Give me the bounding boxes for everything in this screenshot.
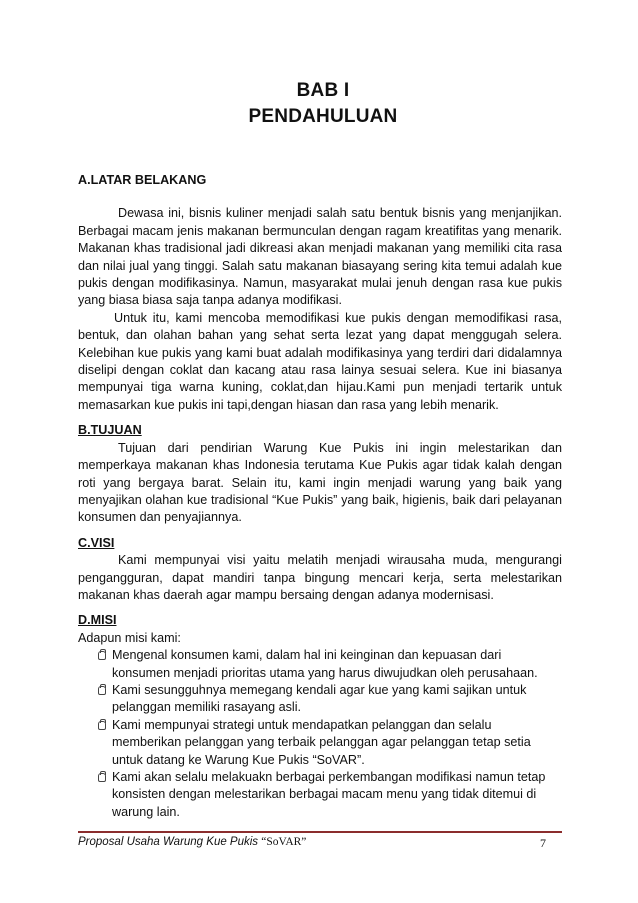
bag-bullet-icon xyxy=(98,651,106,660)
section-heading-misi: D.MISI xyxy=(78,613,117,628)
section-heading-latar-belakang: A.LATAR BELAKANG xyxy=(78,173,207,187)
bag-bullet-icon xyxy=(98,686,106,695)
list-item: Kami mempunyai strategi untuk mendapatkan pelanggan dan selalu memberikan pelanggan yang terbaik pelanggan agar pelanggan tetap setia untuk datang ke Warung Kue Pukis “SoVAR”. xyxy=(78,717,562,769)
paragraph-visi: Kami mempunyai visi yaitu melatih menjadi wirausaha muda, mengurangi pengangguran, dapat mandiri tanpa bingung mencari kerja, serta melestarikan makanan khas daerah agar mampu bersaing dengan adanya modernisasi. xyxy=(78,553,562,602)
footer-text: Proposal Usaha Warung Kue Pukis “SoVAR” xyxy=(78,836,307,848)
paragraph-tujuan: Tujuan dari pendirian Warung Kue Pukis ini ingin melestarikan dan memperkaya makanan khas Indonesia terutama Kue Pukis agar tidak kalah dengan roti yang bergaya barat. Selain itu, kami ingin menjadi warung yang baik yang menyajikan olahan kue tradisional “Kue Pukis” yang baik, higienis, baik dari pelayanan konsumen dan penyajiannya. xyxy=(78,440,562,525)
list-item: Mengenal konsumen kami, dalam hal ini keinginan dan kepuasan dari konsumen menjadi prioritas utama yang harus diwujudkan oleh perusahaan. xyxy=(78,647,562,682)
footer-divider xyxy=(78,831,562,833)
chapter-number: BAB I xyxy=(296,80,350,101)
section-heading-visi: C.VISI xyxy=(78,535,115,550)
misi-intro: Adapun misi kami: xyxy=(78,630,181,645)
paragraph-latar-belakang-1: Dewasa ini, bisnis kuliner menjadi salah satu bentuk bisnis yang menjanjikan. Berbagai macam jenis makanan bermunculan dengan ragam kreatifitas yang menarik. Makanan khas tradisional jadi dikreasi akan menjadi makanan yang memiliki cita rasa dan nilai jual yang tinggi. Salah satu makanan biasayang sering kita temui adalah kue pukis dengan modifikasinya. Namun, masyarakat mulai jenuh dengan rasa kue pukis yang biasa biasa saja tanpa adanya modifikasi. xyxy=(78,206,562,308)
section-heading-tujuan: B.TUJUAN xyxy=(78,423,142,438)
misi-list xyxy=(78,647,562,821)
bag-bullet-icon xyxy=(98,773,106,782)
list-item: Kami akan selalu melakuakn berbagai perkembangan modifikasi namun tetap konsisten dengan melestarikan berbagai macam menu yang tidak ditemui di warung lain. xyxy=(78,769,562,821)
document-body xyxy=(78,172,562,821)
page-number: 7 xyxy=(540,836,546,850)
bag-bullet-icon xyxy=(98,721,106,730)
chapter-title: PENDAHULUAN xyxy=(248,106,398,127)
paragraph-latar-belakang-2: Untuk itu, kami mencoba memodifikasi kue pukis dengan memodifikasi rasa, bentuk, dan olahan bahan yang sehat serta lezat yang dapat menggugah selera. Kelebihan kue pukis yang kami buat adalah modifikasinya yang terdiri dari didalamnya diselipi dengan coklat dan kacang atau rasa lainya sesuai selera. Kue ini biasanya mempunyai tiga warna kuning, coklat,dan hijau.Kami pun menjadi tertarik untuk memasarkan kue pukis ini tapi,dengan hiasan dan rasa yang lebih menarik. xyxy=(78,310,562,412)
list-item: Kami sesungguhnya memegang kendali agar kue yang kami sajikan untuk pelanggan memiliki rasayang asli. xyxy=(78,682,562,717)
